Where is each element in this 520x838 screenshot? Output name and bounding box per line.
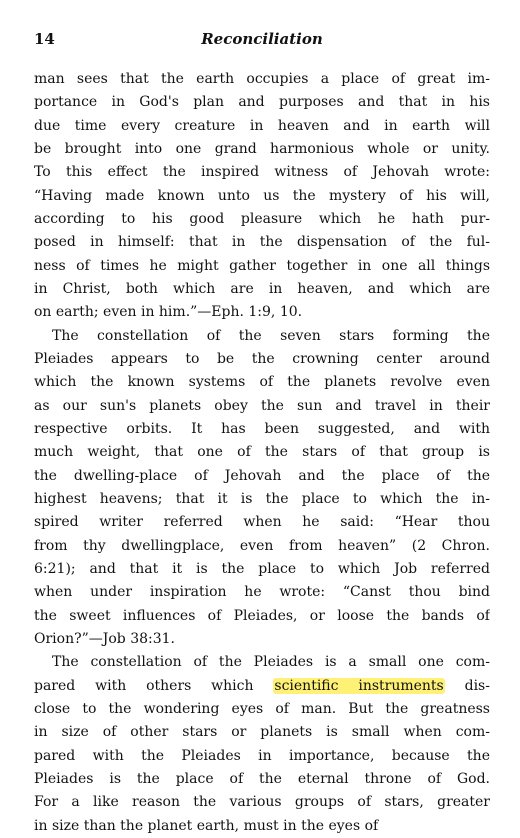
text-line: Orion?”—Job 38:31.: [34, 630, 176, 647]
text-line: posed in himself: that in the dispensation of the ful-: [34, 234, 490, 251]
text-line: due time every creature in heaven and in earth will: [34, 117, 490, 134]
text-line: close to the wondering eyes of man. But the greatness: [34, 700, 490, 717]
text-line: man sees that the earth occupies a place of great im-: [34, 71, 490, 87]
text-line: the sweet influences of Pleiades, or loose the bands of: [34, 607, 490, 624]
text-line: in size than the planet earth, must in the eyes of: [34, 817, 379, 834]
text-line: The constellation of the Pleiades is a small one com-: [52, 654, 490, 671]
text-segment: dis-: [444, 677, 490, 694]
text-line: 6:21); and that it is the place to which Job referred: [34, 560, 490, 577]
text-line: from thy dwellingplace, even from heaven” (2 Chron.: [34, 537, 490, 554]
text-line: when under inspiration he wrote: “Canst thou bind: [34, 584, 490, 601]
page-number: 14: [34, 30, 55, 48]
text-segment: pared with others which: [34, 677, 274, 694]
text-line: as our sun's planets obey the sun and travel in their: [34, 397, 490, 414]
text-line: on earth; even in him.”—Eph. 1:9, 10.: [34, 304, 303, 321]
text-line: For a like reason the various groups of stars, greater: [34, 794, 490, 811]
running-title: Reconciliation: [201, 30, 323, 48]
text-line: in Christ, both which are in heaven, and which are: [34, 280, 490, 297]
text-line: respective orbits. It has been suggested, and with: [34, 420, 490, 437]
text-line: spired writer referred when he said: “Hear thou: [34, 514, 490, 531]
text-line: Pleiades appears to be the crowning center around: [34, 350, 490, 367]
highlighted-text-line: [34, 675, 490, 698]
text-line: much weight, that one of the stars of that group is: [34, 444, 490, 461]
text-line: portance in God's plan and purposes and that in his: [34, 94, 490, 111]
text-line: Pleiades is the place of the eternal throne of God.: [34, 770, 490, 787]
text-line: which the known systems of the planets revolve even: [34, 374, 490, 391]
text-line: highest heavens; that it is the place to which the in-: [34, 490, 490, 507]
text-line: The constellation of the seven stars forming the: [52, 327, 490, 344]
text-line: ness of times he might gather together in one all things: [34, 257, 490, 274]
text-line: according to his good pleasure which he hath pur-: [34, 210, 490, 227]
highlighted-phrase: scientific instruments: [274, 677, 444, 694]
text-line: pared with the Pleiades in importance, because the: [34, 747, 490, 764]
text-line: “Having made known unto us the mystery of his will,: [34, 187, 490, 204]
page-header: [34, 30, 490, 52]
text-line: the dwelling-place of Jehovah and the place of the: [34, 467, 490, 484]
text-line: in size of other stars or planets is small when com-: [34, 724, 490, 741]
text-line: be brought into one grand harmonious whole or unity.: [34, 140, 490, 157]
body-text: [34, 68, 490, 838]
text-line: To this effect the inspired witness of Jehovah wrote:: [34, 164, 490, 181]
